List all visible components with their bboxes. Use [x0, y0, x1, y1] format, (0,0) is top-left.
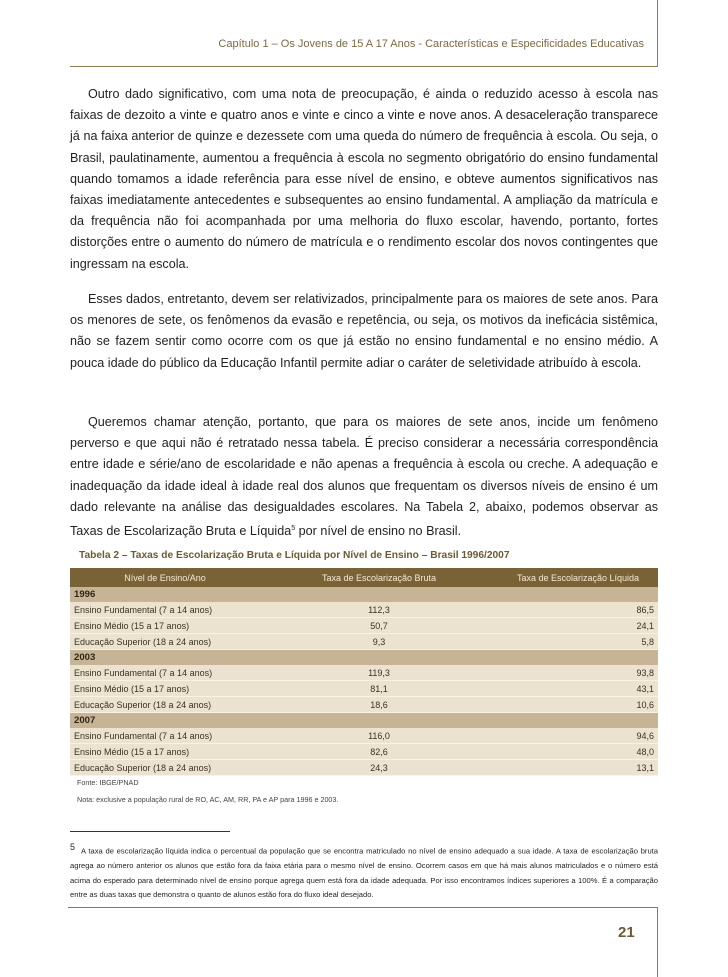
- bottom-rule: [68, 907, 658, 908]
- footnote: [70, 840, 658, 903]
- level-cell: Ensino Médio (15 a 17 anos): [70, 618, 260, 634]
- paragraph-1-text: Outro dado significativo, com uma nota de preocupação, é ainda o reduzido acesso à escola nas faixas de dezoito a vinte e quatro anos e vinte e cinco a vinte e nove anos. A desaceleração transparece já na faixa anterior de quinze e dezessete com uma queda do número de frequência à escola. Ou seja, o Brasil, paulatinamente, aumentou a frequência à escola no segmento obrigatório do ensino fundamental quando tomamos a idade referência para esse nível de ensino, e obteve aumentos significativos nas faixas imediatamente antecedentes e subsequentes ao ensino fundamental. A ampliação da matrícula e da frequência não foi acompanhada por uma melhoria do fluxo escolar, havendo, portanto, fortes distorções entre o aumento do número de matrícula e o rendimento escolar dos novos contingentes que ingressam na escola.: [70, 87, 658, 271]
- top-vertical-rule: [657, 0, 658, 66]
- page-number: 21: [618, 924, 635, 941]
- paragraph-2: [70, 289, 658, 374]
- paragraph-3-text: [70, 412, 658, 542]
- level-cell: Educação Superior (18 a 24 anos): [70, 697, 260, 713]
- liquida-cell: 93,8: [498, 665, 658, 681]
- table-caption: Tabela 2 – Taxas de Escolarização Bruta e Líquida por Nível de Ensino – Brasil 1996/2007: [79, 550, 510, 561]
- liquida-cell: 94,6: [498, 728, 658, 744]
- level-cell: Ensino Médio (15 a 17 anos): [70, 744, 260, 760]
- year-row: [70, 650, 658, 666]
- year-label: 2003: [70, 650, 658, 666]
- year-label: 2007: [70, 713, 658, 729]
- table-row: [70, 618, 658, 634]
- table-header-row: [70, 568, 658, 587]
- liquida-cell: 86,5: [498, 602, 658, 618]
- table-row: [70, 744, 658, 760]
- liquida-cell: 10,6: [498, 697, 658, 713]
- header-level: Nível de Ensino/Ano: [70, 568, 260, 587]
- year-label: 1996: [70, 587, 658, 602]
- liquida-cell: 24,1: [498, 618, 658, 634]
- table-source: Fonte: IBGE/PNAD: [77, 778, 139, 787]
- level-cell: Ensino Fundamental (7 a 14 anos): [70, 665, 260, 681]
- paragraph-3: [70, 412, 658, 542]
- liquida-cell: 43,1: [498, 681, 658, 697]
- table-row: [70, 665, 658, 681]
- level-cell: Educação Superior (18 a 24 anos): [70, 634, 260, 650]
- table-row: [70, 697, 658, 713]
- table-row: [70, 681, 658, 697]
- table-row: [70, 602, 658, 618]
- header-rule: [70, 66, 658, 67]
- bruta-cell: 18,6: [260, 697, 498, 713]
- paragraph-2-text: Esses dados, entretanto, devem ser relativizados, principalmente para os maiores de sete anos. Para os menores de sete, os fenômenos da evasão e repetência, ou seja, os motivos da ineficácia sistêmica, não se fazem sentir como ocorre com os que já estão no ensino fundamental e no ensino médio. A pouca idade do público da Educação Infantil permite adiar o caráter de seletividade atribuído à escola.: [70, 292, 658, 370]
- bottom-vertical-rule: [657, 907, 658, 977]
- bruta-cell: 82,6: [260, 744, 498, 760]
- table-note: Nota: exclusive a população rural de RO, AC, AM, RR, PA e AP para 1996 e 2003.: [77, 795, 339, 804]
- table-row: [70, 634, 658, 650]
- table-notes: [77, 774, 338, 808]
- footnote-number: 5: [70, 842, 76, 852]
- header-liquida: Taxa de Escolarização Líquida: [498, 568, 658, 587]
- paragraph-3-end: por nível de ensino no Brasil.: [295, 524, 462, 539]
- liquida-cell: 13,1: [498, 760, 658, 776]
- bruta-cell: 9,3: [260, 634, 498, 650]
- table-row: [70, 728, 658, 744]
- bruta-cell: 24,3: [260, 760, 498, 776]
- bruta-cell: 50,7: [260, 618, 498, 634]
- paragraph-3-main: Queremos chamar atenção, portanto, que para os maiores de sete anos, incide um fenômeno perverso e que aqui não é retratado nessa tabela. É preciso considerar a necessária correspondência entre idade e série/ano de escolaridade e não apenas a frequência à escola ou creche. A adequação e inadequação da idade ideal à idade real dos alunos que frequentam os diversos níveis de ensino é um dado relevante na análise das desigualdades escolares. Na Tabela 2, abaixo, podemos observar as Taxas de Escolarização Bruta e Líquida: [70, 415, 658, 539]
- escolarizacao-table: [70, 568, 658, 776]
- paragraph-1: [70, 84, 658, 275]
- liquida-cell: 5,8: [498, 634, 658, 650]
- year-row: [70, 587, 658, 602]
- level-cell: Educação Superior (18 a 24 anos): [70, 760, 260, 776]
- liquida-cell: 48,0: [498, 744, 658, 760]
- bruta-cell: 81,1: [260, 681, 498, 697]
- footnote-rule: [70, 831, 230, 832]
- header-bruta: Taxa de Escolarização Bruta: [260, 568, 498, 587]
- running-header: Capítulo 1 – Os Jovens de 15 A 17 Anos - Características e Especificidades Educativas: [218, 38, 644, 50]
- year-row: [70, 713, 658, 729]
- level-cell: Ensino Fundamental (7 a 14 anos): [70, 602, 260, 618]
- level-cell: Ensino Médio (15 a 17 anos): [70, 681, 260, 697]
- footnote-text: A taxa de escolarização líquida indica o percentual da população que se encontra matriculado no nível de ensino adequado a sua idade. A taxa de escolarização bruta agrega ao número anterior os alunos que estão fora da faixa etária para o mesmo nível de ensino. Ocorrem casos em que há mais alunos matriculados e o número está acima do esperado para determinado nível de ensino porque agrega quem está fora da idade adequada. Por isso encontramos índices superiores a 100%. É a comparação entre as duas taxas que demonstra o quanto de alunos estão fora do fluxo ideal desejado.: [70, 846, 658, 900]
- bruta-cell: 119,3: [260, 665, 498, 681]
- level-cell: Ensino Fundamental (7 a 14 anos): [70, 728, 260, 744]
- bruta-cell: 116,0: [260, 728, 498, 744]
- bruta-cell: 112,3: [260, 602, 498, 618]
- footnote-ref: 5: [291, 525, 296, 533]
